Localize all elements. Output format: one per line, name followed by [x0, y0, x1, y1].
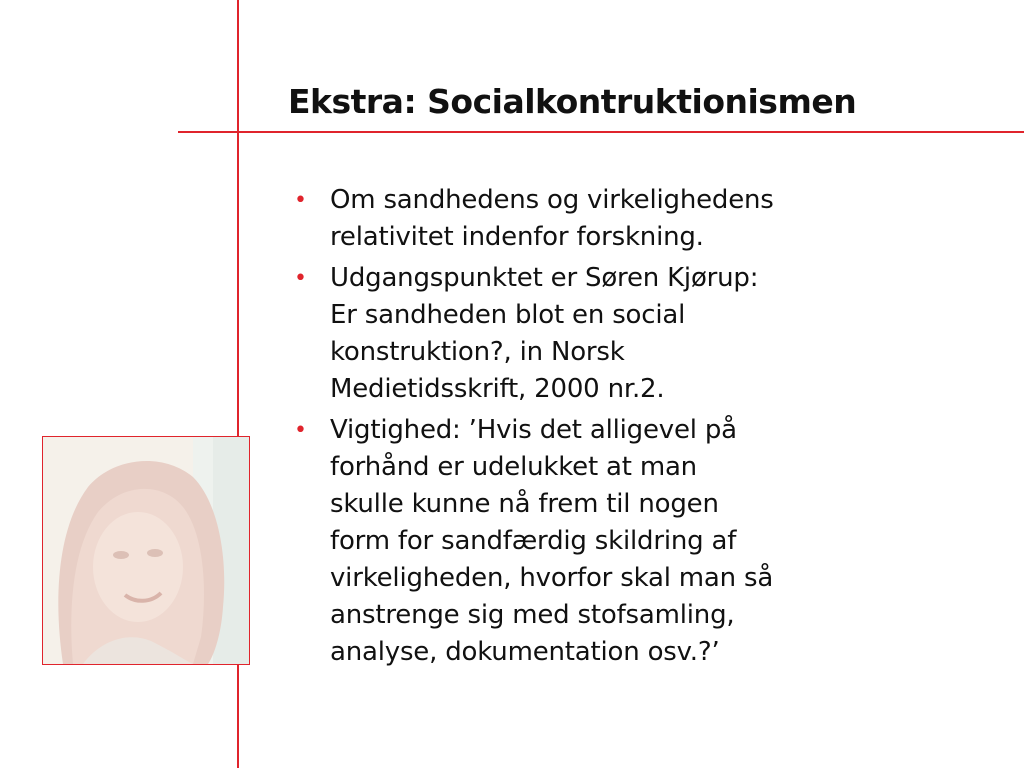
portrait-photo: [42, 436, 250, 665]
bullet-dot-icon: •: [294, 266, 307, 291]
bullet-line: virkeligheden, hvorfor skal man så: [330, 563, 774, 593]
bullet-line: form for sandfærdig skildring af: [330, 526, 737, 556]
slide-title: Ekstra: Socialkontruktionismen: [288, 82, 857, 121]
bullet-line: anstrenge sig med stofsamling,: [330, 600, 735, 630]
bullet-line: Vigtighed: ’Hvis det alligevel på: [330, 415, 737, 445]
bullet-line: skulle kunne nå frem til nogen: [330, 489, 719, 519]
bullet-line: konstruktion?, in Norsk: [330, 337, 625, 367]
bullet-line: relativitet indenfor forskning.: [330, 222, 704, 252]
bullet-line: Er sandheden blot en social: [330, 300, 686, 330]
bullet-item: [294, 260, 894, 408]
bullet-item: [294, 412, 894, 671]
bullet-dot-icon: •: [294, 418, 307, 443]
bullet-list: [294, 182, 894, 675]
bullet-dot-icon: •: [294, 188, 307, 213]
horizontal-rule: [178, 131, 1024, 133]
bullet-line: analyse, dokumentation osv.?’: [330, 637, 720, 667]
bullet-line: Udgangspunktet er Søren Kjørup:: [330, 263, 759, 293]
bullet-item: [294, 182, 894, 256]
bullet-line: Om sandhedens og virkelighedens: [330, 185, 774, 215]
bullet-line: Medietidsskrift, 2000 nr.2.: [330, 374, 665, 404]
portrait-photo-icon: [43, 437, 249, 664]
bullet-line: forhånd er udelukket at man: [330, 452, 697, 482]
